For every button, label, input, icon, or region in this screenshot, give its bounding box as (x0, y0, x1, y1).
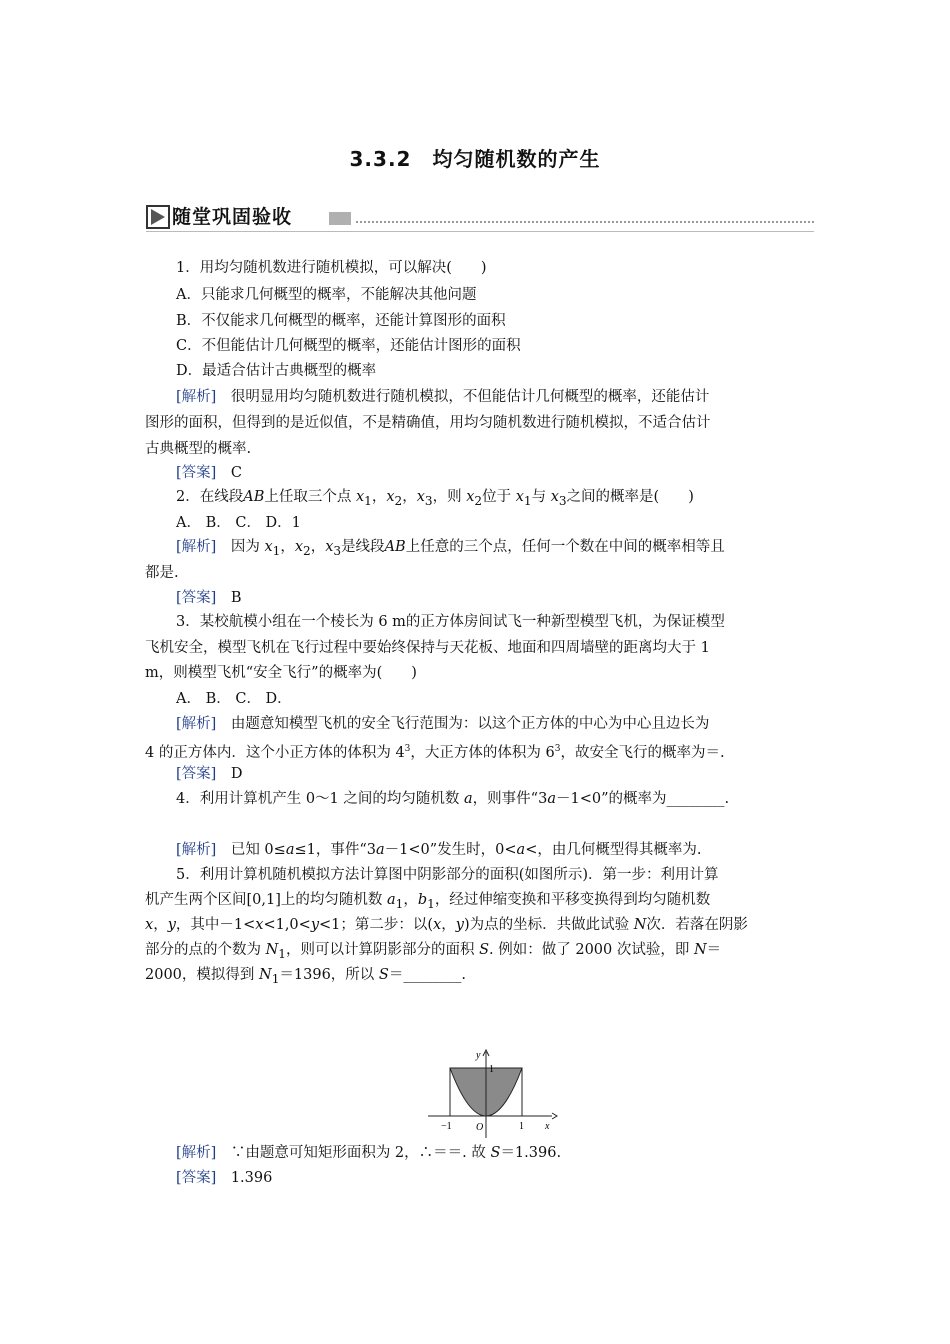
q2-analysis-line: [解析] 因为 $x_1$，$x_2$，$x_3$是线段AB上任意的三个点，任何一个数在中间的概率相等且 (176, 539, 725, 558)
q5-stem-line: x，y，其中－1<x<1,0<y<1；第二步：以(x，y)为点的坐标．共做此试验 N次．若落在阴影 (145, 917, 748, 933)
q3-options: A． B． C． D． (176, 691, 292, 707)
origin-label: O (476, 1122, 484, 1133)
page-title: 3.3.2 均匀随机数的产生 (349, 147, 601, 171)
q3-answer: [答案] D (176, 766, 243, 782)
q5-analysis-line: [解析] ∵由题意可知矩形面积为 2，∴＝＝. 故 S＝1.396. (176, 1145, 562, 1161)
q1-option-c: C．不但能估计几何概型的概率，还能估计图形的面积 (176, 338, 521, 354)
q2-stem: 2．在线段AB上任取三个点 $x_1$，$x_2$，$x_3$，则 $x_2$位于 $x_1$与 $x_3$之间的概率是( ) (176, 489, 694, 508)
q5-stem-line: 5．利用计算机随机模拟方法计算图中阴影部分的面积(如图所示)．第一步：利用计算 (176, 867, 719, 883)
q3-stem-line: 3．某校航模小组在一个棱长为 6 m的正方体房间试飞一种新型模型飞机，为保证模型 (176, 614, 725, 630)
x-tick-label: −1 (441, 1121, 452, 1132)
q2-options: A． B． C． D．1 (176, 515, 301, 531)
q3-stem-line: m，则模型飞机“安全飞行”的概率为( ) (145, 665, 417, 681)
section-banner (146, 203, 814, 233)
q2-analysis-line: 都是. (145, 565, 179, 581)
q4-analysis-line: [解析] 已知 0≤a≤1，事件“3a－1<0”发生时，0<a<，由几何概型得其概率为. (176, 842, 702, 858)
q1-option-d: D．最适合估计古典概型的概率 (176, 363, 377, 379)
analysis-tag: [解析] (176, 389, 217, 405)
q5-stem-line: 2000，模拟得到 $N_1=1396$，所以 S＝________. (145, 967, 466, 986)
q1-analysis-line: [解析] 很明显用均匀随机数进行随机模拟，不但能估计几何概型的概率，还能估计 (176, 389, 710, 405)
heading-bar-decoration (329, 212, 351, 225)
x-tick-label: 1 (519, 1121, 524, 1132)
q3-analysis-line: [解析] 由题意知模型飞机的安全飞行范围为：以这个正方体的中心为中心且边长为 (176, 716, 710, 732)
answer-tag: [答案] (176, 465, 217, 481)
heading-dotted-rule (356, 221, 814, 223)
q1-option-b: B．不仅能求几何概型的概率，还能计算图形的面积 (176, 313, 506, 329)
q5-answer: [答案] 1.396 (176, 1170, 273, 1186)
q3-stem-line: 飞机安全，模型飞机在飞行过程中要始终保持与天花板、地面和四周墙壁的距离均大于 1 (145, 640, 710, 656)
play-arrow-icon (146, 205, 170, 229)
y-tick-label: 1 (489, 1064, 494, 1075)
section-heading: 随堂巩固验收 (172, 206, 293, 228)
q5-stem-line: 机产生两个区间[0,1]上的均匀随机数 $a_1$，$b_1$，经过伸缩变换和平移变换得到均匀随机数 (145, 892, 711, 911)
q1-stem: 1．用均匀随机数进行随机模拟，可以解决( ) (176, 260, 487, 276)
y-axis-label: y (476, 1050, 481, 1061)
x-axis-label: x (545, 1121, 550, 1132)
q4-stem: 4．利用计算机产生 0～1 之间的均匀随机数 a，则事件“3a－1<0”的概率为________. (176, 791, 730, 807)
q1-answer: [答案] C (176, 465, 242, 481)
q2-answer: [答案] B (176, 590, 242, 606)
q1-analysis-line: 古典概型的概率. (145, 441, 252, 457)
parabola-figure (424, 1048, 558, 1142)
q1-option-a: A．只能求几何概型的概率，不能解决其他问题 (176, 287, 477, 303)
q3-analysis-line: 4 的正方体内．这个小正方体的体积为 $4^3$，大正方体的体积为 $6^3$，故安全飞行的概率为＝. (145, 744, 725, 761)
q1-analysis-line: 图形的面积，但得到的是近似值，不是精确值，用均匀随机数进行随机模拟，不适合估计 (145, 415, 711, 431)
q5-stem-line: 部分的点的个数为 $N_1$，则可以计算阴影部分的面积 S. 例如：做了 2000 次试验，即 N＝ (145, 942, 722, 961)
heading-underline (146, 231, 814, 232)
